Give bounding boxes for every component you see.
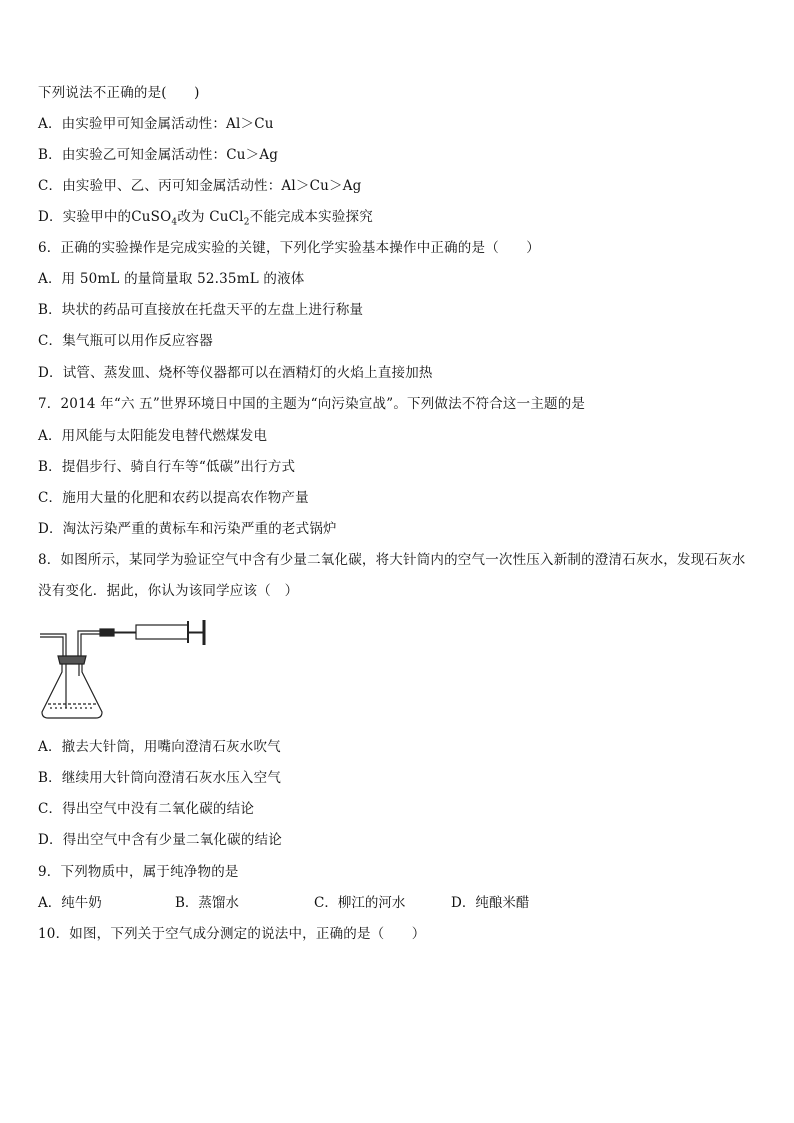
- q5d-text-part1: D．实验甲中的CuSO: [38, 209, 172, 225]
- q5d-subscript-2: 2: [243, 217, 250, 228]
- q8-option-a: A．撤去大针筒，用嘴向澄清石灰水吹气: [38, 739, 281, 755]
- q8-option-b: B．继续用大针筒向澄清石灰水压入空气: [38, 770, 282, 786]
- q9-option-c: C．柳江的河水: [314, 895, 406, 911]
- q8-option-c: C．得出空气中没有二氧化碳的结论: [38, 801, 255, 817]
- q5-option-d: [38, 208, 373, 232]
- q5-option-a: A．由实验甲可知金属活动性：Al＞Cu: [38, 116, 274, 132]
- question-10-stem: 10．如图，下列关于空气成分测定的说法中，正确的是（ ）: [38, 926, 426, 942]
- q6-option-c: C．集气瓶可以用作反应容器: [38, 333, 213, 349]
- question-8-stem-line2: 没有变化．据此，你认为该同学应该（ ）: [38, 583, 299, 599]
- question-9-stem: 9．下列物质中，属于纯净物的是: [38, 864, 239, 880]
- question-6-stem: 6．正确的实验操作是完成实验的关键，下列化学实验基本操作中正确的是（ ）: [38, 240, 540, 256]
- q5d-text-part2: 改为 CuCl: [177, 209, 244, 225]
- q8-option-d: D．得出空气中含有少量二氧化碳的结论: [38, 832, 282, 848]
- question-7-stem: 7．2014 年“六 五”世界环境日中国的主题为“向污染宣战”。下列做法不符合这一主题的是: [38, 396, 586, 412]
- q7-option-d: D．淘汰污染严重的黄标车和污染严重的老式锅炉: [38, 521, 337, 537]
- q7-option-c: C．施用大量的化肥和农药以提高农作物产量: [38, 490, 309, 506]
- q6-option-b: B．块状的药品可直接放在托盘天平的左盘上进行称量: [38, 302, 364, 318]
- q7-option-a: A．用风能与太阳能发电替代燃煤发电: [38, 428, 268, 444]
- q5d-subscript-4: 4: [171, 217, 178, 228]
- q5-option-c: C．由实验甲、乙、丙可知金属活动性：Al＞Cu＞Ag: [38, 178, 362, 194]
- q9-option-b: B．蒸馏水: [175, 895, 239, 911]
- q9-option-d: D．纯酿米醋: [451, 895, 530, 911]
- syringe-flask-figure: [38, 616, 210, 722]
- q5d-text-part3: 不能完成本实验探究: [249, 209, 373, 225]
- question-8-stem-line1: 8．如图所示，某同学为验证空气中含有少量二氧化碳，将大针筒内的空气一次性压入新制的澄清石灰水，发现石灰水: [38, 552, 746, 568]
- q6-option-a: A．用 50mL 的量筒量取 52.35mL 的液体: [38, 271, 305, 287]
- q5-option-b: B．由实验乙可知金属活动性：Cu＞Ag: [38, 147, 279, 163]
- question-5-stem: 下列说法不正确的是( ): [38, 85, 200, 101]
- q7-option-b: B．提倡步行、骑自行车等“低碳”出行方式: [38, 459, 296, 475]
- q6-option-d: D．试管、蒸发皿、烧杯等仪器都可以在酒精灯的火焰上直接加热: [38, 365, 433, 381]
- q9-option-a: A．纯牛奶: [38, 895, 102, 911]
